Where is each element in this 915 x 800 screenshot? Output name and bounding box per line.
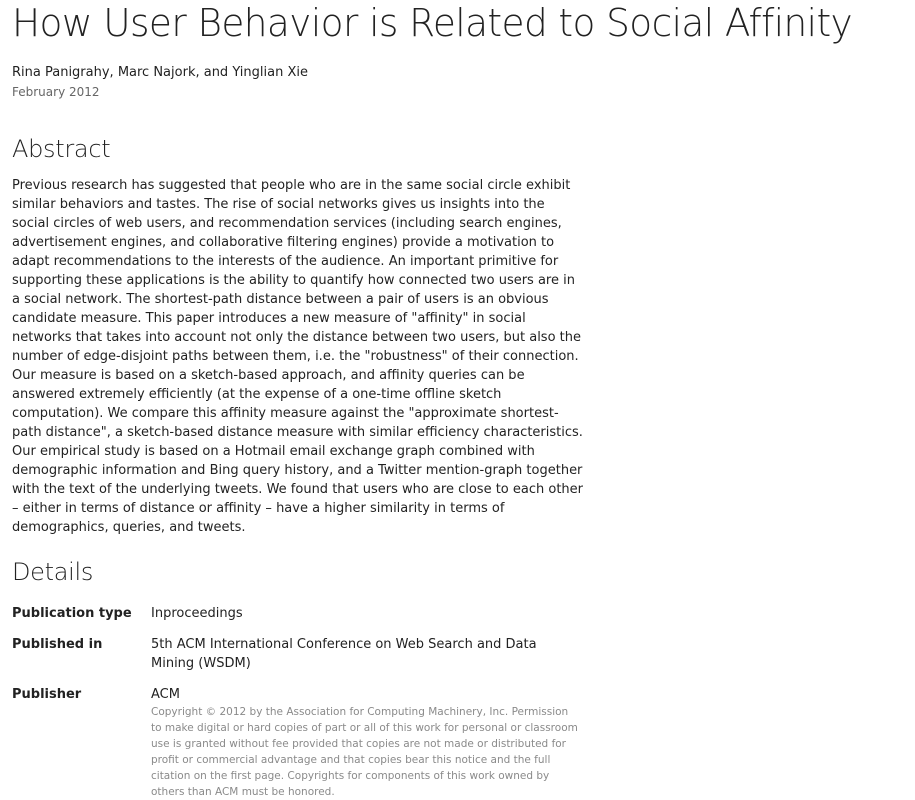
publication-date: February 2012 [12,85,100,99]
published-in-value: 5th ACM International Conference on Web Search and Data Mining (WSDM) [151,637,537,671]
publication-type-value: Inproceedings [151,606,243,621]
abstract-text: Previous research has suggested that people who are in the same social circle exhibit similar behaviors and tastes. The rise of social networks gives us insights into the social circles of web users, and recommendation services (including search engines, advertisement engines, and collaborative filtering engines) provide a motivation to adapt recommendations to the interests of the audience. An important primitive for supporting these applications is the ability to quantify how connected two users are in a social network. The shortest-path distance between a pair of users is an obvious candidate measure. This paper introduces a new measure of "affinity" in social networks that takes into account not only the distance between two users, but also the number of edge-disjoint paths between them, i.e. the "robustness" of their connection. Our measure is based on a sketch-based approach, and affinity queries can be answered extremely efficiently (at the expense of a one-time offline sketch computation). We compare this affinity measure against the "approximate shortest-path distance", a sketch-based distance measure with similar efficiency characteristics. Our empirical study is based on a Hotmail email exchange graph combined with demographic information and Bing query history, and a Twitter mention-graph together with the text of the underlying tweets. We found that users who are close to each other – either in terms of distance or affinity – have a higher similarity in terms of demographics, queries, and tweets. [12,178,584,535]
publisher-label: Publisher [12,687,82,702]
publisher-value: ACM [151,687,180,702]
abstract-heading: Abstract [12,135,111,163]
paper-title: How User Behavior is Related to Social Affinity [12,1,853,45]
paper-authors: Rina Panigrahy, Marc Najork, and Yinglian Xie [12,65,308,80]
published-in-label: Published in [12,637,103,652]
copyright-notice: Copyright © 2012 by the Association for Computing Machinery, Inc. Permission to make digital or hard copies of part or all of this work for personal or classroom use is granted without fee provided that copies are not made or distributed for profit or commercial advantage and that copies bear this notice and the full citation on the first page. Copyrights for components of this work owned by others than ACM must be honored. [151,706,578,798]
details-heading: Details [12,558,94,586]
publication-type-label: Publication type [12,606,132,621]
